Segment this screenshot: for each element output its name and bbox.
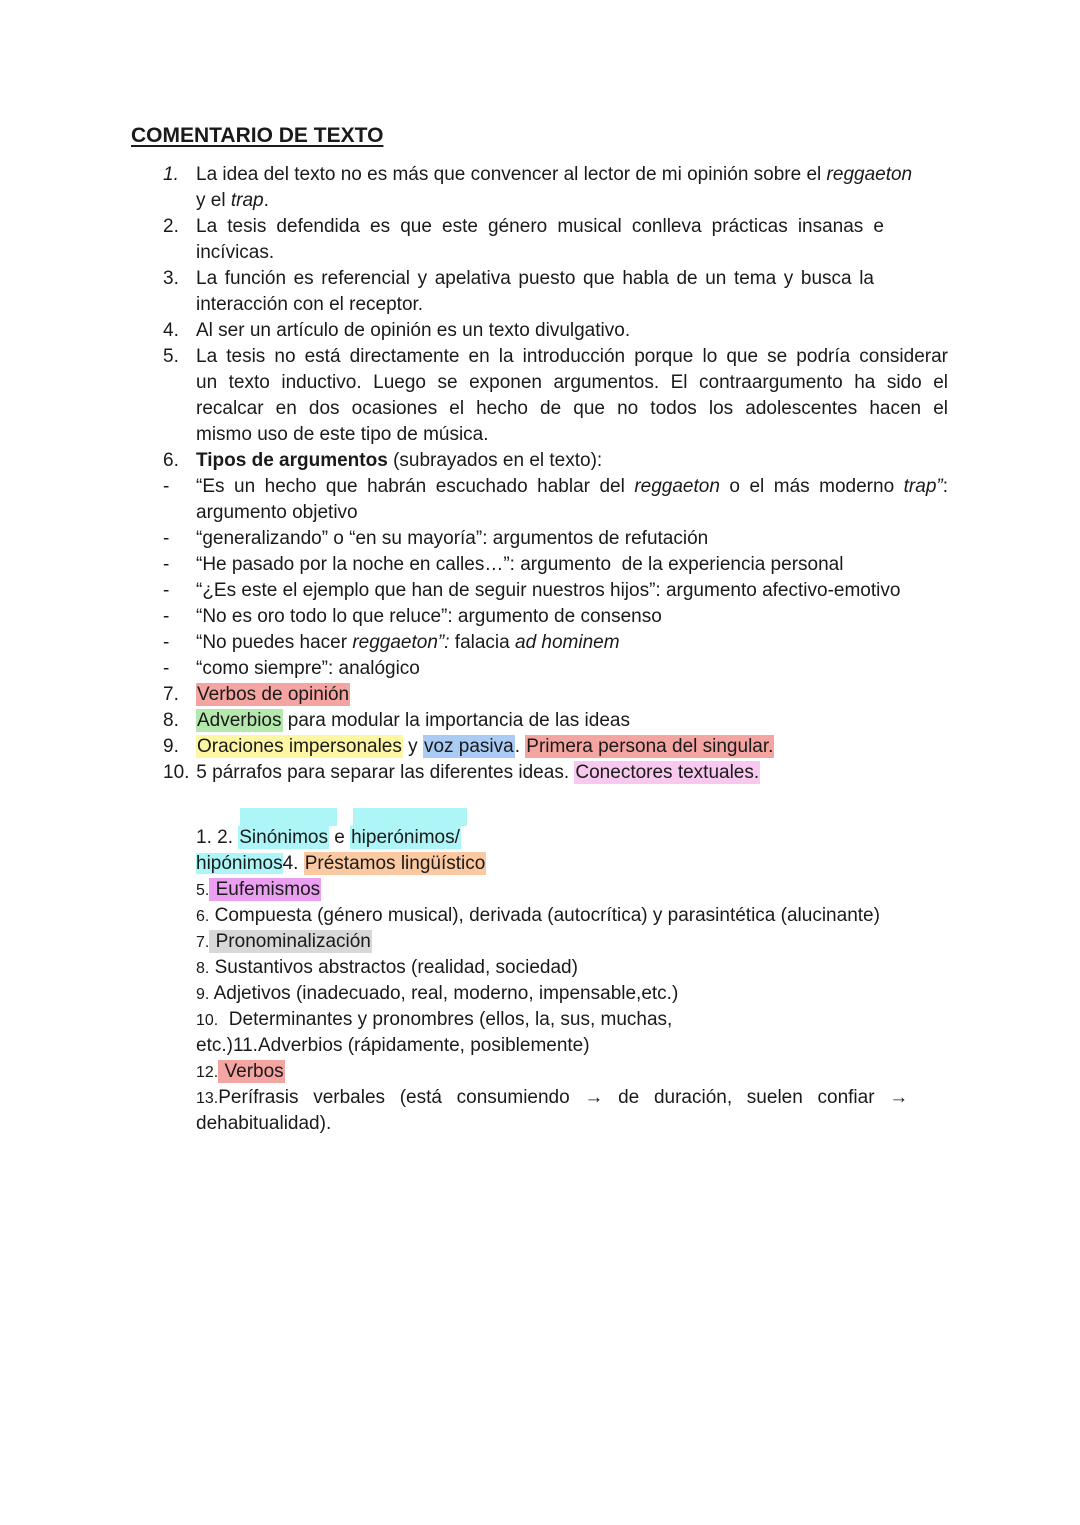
second-line-11-cont — [0, 1111, 1080, 1137]
dash-item-5 — [0, 604, 1080, 630]
second-line-9 — [0, 1033, 1080, 1059]
second-line-5 — [0, 929, 1080, 955]
item-number: 10. — [163, 762, 190, 783]
text-run: La idea del texto no es más que convencer al lector de mi opinión sobre el — [196, 164, 827, 185]
item-text: “No es oro todo lo que reluce”: argumento de consenso — [196, 606, 662, 627]
highlight-cyan: hipónimos — [196, 853, 283, 874]
second-line-8 — [0, 1007, 1080, 1033]
text-run: e — [328, 827, 351, 848]
item-number: 8. — [196, 960, 210, 977]
item-text — [196, 955, 948, 982]
item-text — [196, 1085, 912, 1112]
italic-term: reggaeton — [634, 476, 720, 497]
item-number: 8. — [163, 710, 179, 731]
item-text — [196, 474, 948, 500]
item-number: 12. — [196, 1064, 219, 1081]
highlight-magenta: Eufemismos — [210, 879, 321, 900]
item-text — [196, 708, 948, 734]
text-run: y el — [196, 190, 231, 211]
dash-marker: - — [163, 606, 170, 627]
item-text: La función es referencial y apelativa puesto que habla de un tema y busca la — [196, 268, 874, 289]
text-run: : — [942, 476, 948, 497]
list-item-1 — [0, 162, 1080, 188]
italic-term: reggaeton”: — [352, 632, 450, 653]
item-text — [196, 448, 948, 474]
item-text — [196, 1007, 948, 1034]
text-run: o el más moderno — [719, 476, 904, 497]
dash-marker: - — [163, 528, 170, 549]
second-line-3 — [0, 877, 1080, 903]
list-item-2-cont — [0, 240, 1080, 266]
text-run: . — [514, 736, 526, 757]
item-text: “como siempre”: analógico — [196, 658, 420, 679]
item-text: “He pasado por la noche en calles…”: argumento de la experiencia personal — [196, 554, 844, 575]
item-text: dehabitualidad). — [196, 1113, 332, 1134]
highlight-cyan-top — [353, 808, 467, 826]
item-text: La tesis no está directamente en la introducción porque lo que se podría considerar — [196, 346, 948, 367]
item-text: interacción con el receptor. — [196, 294, 424, 315]
highlight-blue: voz pasiva — [423, 736, 514, 757]
second-line-4 — [0, 903, 1080, 929]
item-text — [196, 1059, 948, 1086]
text-run: 1. 2. — [196, 827, 239, 848]
list-item-5-cont — [0, 422, 1080, 448]
item-text: incívicas. — [196, 242, 275, 263]
item-text: argumento objetivo — [196, 502, 358, 523]
item-number: 6. — [196, 908, 210, 925]
item-text: etc.)11.Adverbios (rápidamente, posiblemente) — [196, 1035, 590, 1056]
item-number: 10. — [196, 1012, 219, 1029]
item-text — [196, 981, 948, 1008]
dash-marker: - — [163, 632, 170, 653]
item-number: 1. — [163, 164, 179, 185]
list-item-9 — [0, 734, 1080, 760]
dash-item-3 — [0, 552, 1080, 578]
text-run: Adjetivos (inadecuado, real, moderno, impensable,etc.) — [209, 983, 679, 1004]
item-text — [196, 903, 948, 930]
highlight-cyan: hiperónimos/ — [351, 827, 460, 848]
list-item-3-cont — [0, 292, 1080, 318]
list-item-5-cont — [0, 396, 1080, 422]
item-text: La tesis defendida es que este género musical conlleva prácticas insanas e — [196, 216, 884, 237]
item-number: 13. — [196, 1090, 219, 1107]
item-text: recalcar en dos ocasiones el hecho de que no todos los adolescentes hacen el — [196, 398, 948, 419]
item-number: 7. — [163, 684, 179, 705]
list-item-5-cont — [0, 370, 1080, 396]
text-run: “No puedes hacer — [196, 632, 353, 653]
item-number: 5. — [196, 882, 210, 899]
dash-item-4 — [0, 578, 1080, 604]
item-text: “generalizando” o “en su mayoría”: argumentos de refutación — [196, 528, 709, 549]
second-line-10 — [0, 1059, 1080, 1085]
list-item-5 — [0, 344, 1080, 370]
dash-item-7 — [0, 656, 1080, 682]
highlight-red: Primera persona del singular. — [526, 736, 774, 757]
item-text — [196, 825, 948, 851]
item-text — [196, 734, 948, 760]
dash-marker: - — [163, 554, 170, 575]
document-title: COMENTARIO DE TEXTO — [131, 124, 384, 147]
bold-heading: Tipos de argumentos — [196, 450, 388, 471]
item-number: 7. — [196, 934, 210, 951]
item-text — [196, 851, 948, 877]
list-item-8 — [0, 708, 1080, 734]
item-text: mismo uso de este tipo de música. — [196, 424, 489, 445]
text-run: “Es un hecho que habrán escuchado hablar del — [196, 476, 635, 497]
second-line-7 — [0, 981, 1080, 1007]
text-run: Perífrasis verbales (está consumiendo → de duración, suelen confiar → — [218, 1087, 909, 1108]
italic-term: trap” — [903, 476, 943, 497]
second-line-2 — [0, 851, 1080, 877]
text-run: 4. — [282, 853, 304, 874]
item-text: un texto inductivo. Luego se exponen argumentos. El contraargumento ha sido el — [196, 372, 948, 393]
list-item-7 — [0, 682, 1080, 708]
item-text — [196, 630, 948, 656]
dash-marker: - — [163, 658, 170, 679]
item-text: “¿Es este el ejemplo que han de seguir nuestros hijos”: argumento afectivo-emotivo — [196, 580, 901, 601]
list-item-1-cont — [0, 188, 1080, 214]
item-text — [196, 682, 948, 708]
item-number: 9. — [196, 986, 210, 1003]
text-run: y — [402, 736, 423, 757]
highlight-gray: Pronominalización — [210, 931, 371, 952]
highlight-pink: Conectores textuales. — [575, 762, 760, 783]
highlight-cyan-top — [240, 808, 337, 826]
italic-term: ad hominem — [515, 632, 620, 653]
list-item-3 — [0, 266, 1080, 292]
highlight-red: Verbos de opinión — [197, 684, 350, 705]
item-text — [191, 760, 943, 786]
text-run: . — [263, 190, 269, 211]
italic-term: reggaeton — [826, 164, 913, 185]
second-line-6 — [0, 955, 1080, 981]
text-run: falacia — [449, 632, 515, 653]
second-line-11 — [0, 1085, 1080, 1111]
text-run: para modular la importancia de las ideas — [282, 710, 630, 731]
highlight-yellow: Oraciones impersonales — [197, 736, 402, 757]
dash-marker: - — [163, 580, 170, 601]
item-number: 4. — [163, 320, 179, 341]
text-run: Compuesta (género musical), derivada (autocrítica) y parasintética (alucinante) — [209, 905, 880, 926]
dash-item-2 — [0, 526, 1080, 552]
highlight-red: Verbos — [219, 1061, 284, 1082]
text-run: Sustantivos abstractos (realidad, sociedad) — [209, 957, 578, 978]
text-run: (subrayados en el texto): — [387, 450, 603, 471]
dash-item-1-cont — [0, 500, 1080, 526]
item-number: 3. — [163, 268, 179, 289]
item-number: 5. — [163, 346, 179, 367]
item-number: 2. — [163, 216, 179, 237]
highlight-green: Adverbios — [197, 710, 282, 731]
dash-item-1 — [0, 474, 1080, 500]
item-text — [196, 929, 948, 956]
item-number: 9. — [163, 736, 179, 757]
dash-marker: - — [163, 476, 170, 497]
item-text — [196, 188, 948, 214]
list-item-6 — [0, 448, 1080, 474]
highlight-orange: Préstamos lingüístico — [304, 853, 486, 874]
list-item-2 — [0, 214, 1080, 240]
second-line-1 — [0, 825, 1080, 851]
list-item-4 — [0, 318, 1080, 344]
highlight-cyan: Sinónimos — [239, 827, 328, 848]
text-run: 5 párrafos para separar las diferentes ideas. — [191, 762, 575, 783]
item-number: 6. — [163, 450, 179, 471]
item-text — [196, 877, 948, 904]
dash-item-6 — [0, 630, 1080, 656]
italic-term: trap — [230, 190, 264, 211]
text-run: Determinantes y pronombres (ellos, la, sus, muchas, — [218, 1009, 673, 1030]
list-item-10 — [0, 760, 1080, 786]
item-text — [196, 162, 948, 188]
item-text: Al ser un artículo de opinión es un texto divulgativo. — [196, 320, 631, 341]
